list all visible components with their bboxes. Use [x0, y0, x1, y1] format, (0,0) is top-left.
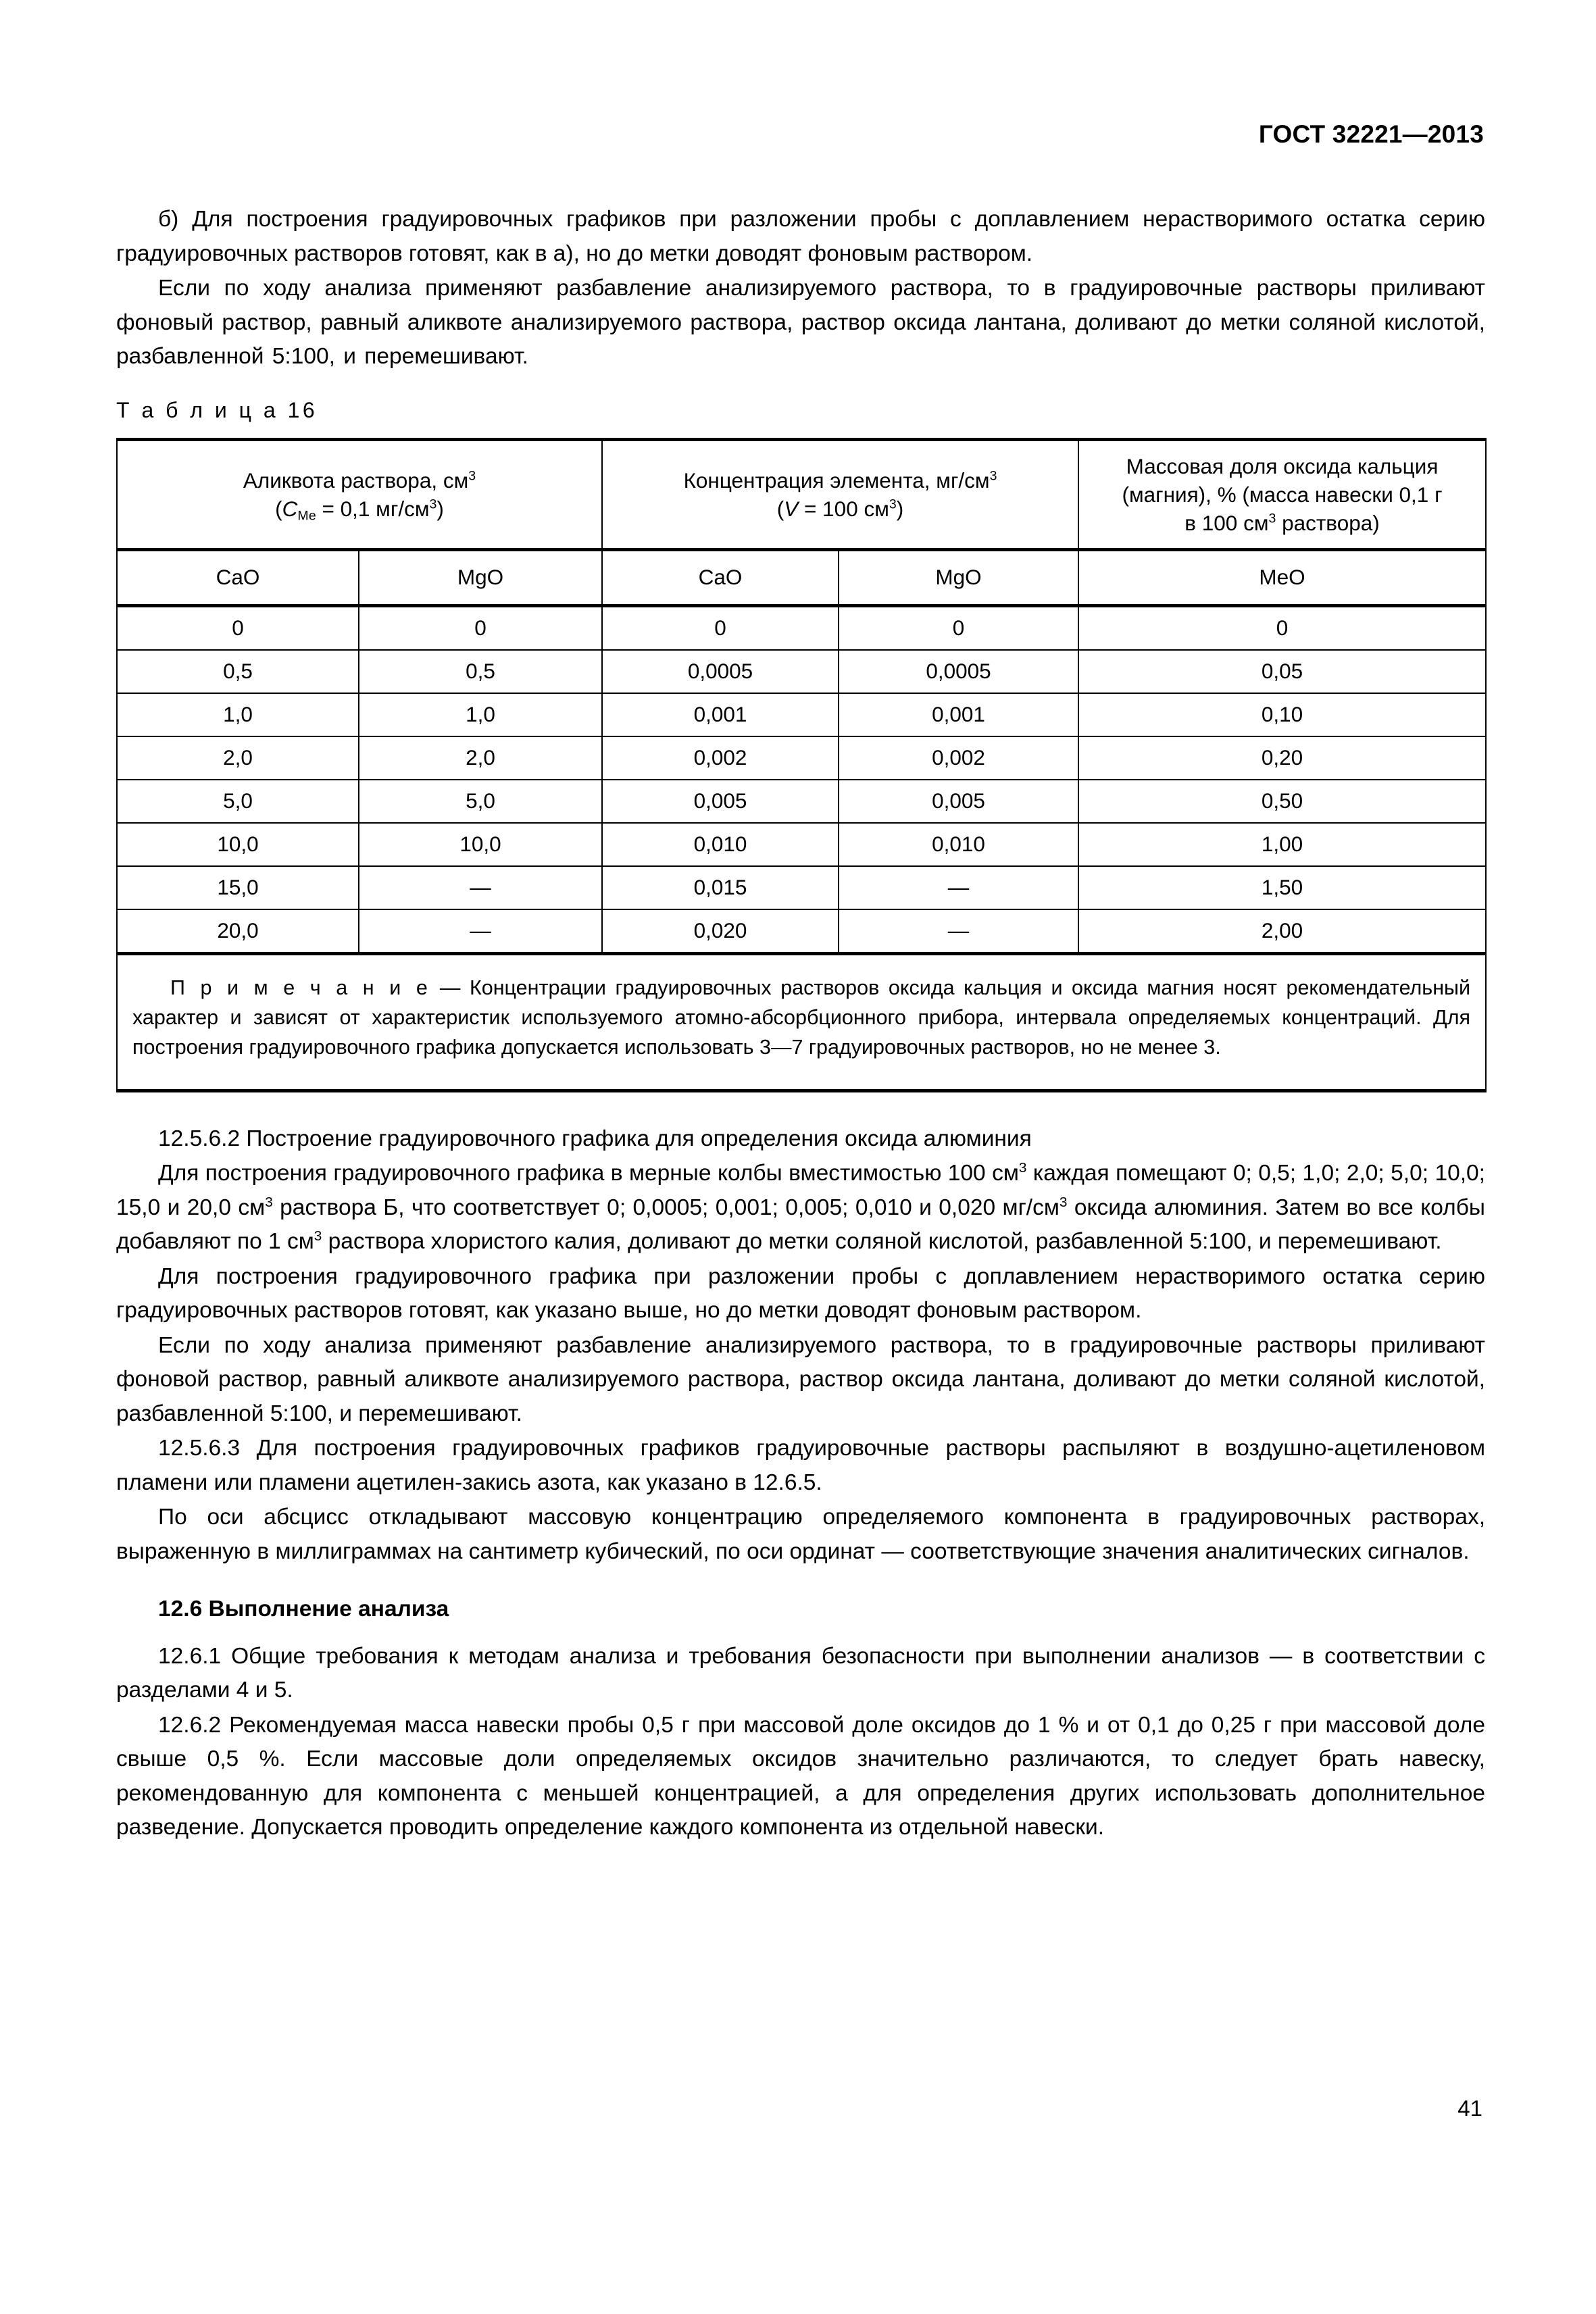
cell-cao-aliquot: 0,5: [117, 650, 359, 693]
p12562-end: раствора хлористого калия, доливают до метки соляной кислотой, разбавленной 5:100, и перемешивают.: [322, 1229, 1442, 1254]
spacer-after-table: [116, 1092, 1485, 1122]
header-aliquot-line1: Аликвота раствора, см: [243, 468, 469, 493]
heading-12-6: 12.6 Выполнение анализа: [158, 1596, 449, 1621]
cell-cao-concentration: 0,001: [602, 693, 839, 736]
cell-cao-concentration: 0,002: [602, 736, 839, 780]
paragraph-b-intro: б) Для построения градуировочных графиков при разложении пробы с доплавлением нерастворимого остатка серию градуировочных растворов готовят, как в а), но до метки доводят фоновым раствором.: [116, 207, 1485, 266]
header-aliquot-variable: C: [282, 496, 298, 521]
header-concentration-value: = 100 см: [798, 496, 889, 521]
table-group-header-row: [117, 439, 1486, 549]
cell-mgo-aliquot: —: [359, 866, 602, 909]
paragraph-12-6-1: 12.6.1 Общие требования к методам анализа и требования безопасности при выполнении анализов — в соответствии с разделами 4 и 5.: [116, 1643, 1485, 1703]
table-row: [117, 736, 1486, 780]
header-mass-fraction: [1078, 439, 1486, 549]
p12562-sup-3: 3: [1059, 1194, 1068, 1210]
cell-cao-concentration: 0,005: [602, 780, 839, 823]
cell-mgo-aliquot: —: [359, 909, 602, 954]
table-row: [117, 693, 1486, 736]
table-note-body: [132, 973, 1470, 1062]
header-aliquot-value: = 0,1 мг/см: [316, 496, 430, 521]
p12562-sup-1: 3: [1018, 1159, 1027, 1176]
cell-cao-aliquot: 2,0: [117, 736, 359, 780]
header-concentration-paren-open: (: [776, 496, 784, 521]
spacer-before-table: [116, 375, 1485, 398]
sub-header-meo: MeO: [1078, 549, 1486, 605]
paragraph-12-5-6-2-body: [116, 1157, 1485, 1259]
p12562-mid: каждая помещают 0; 0,5; 1,0; 2,0; 5,0; 10,0; 15,0 и 20,0 см: [116, 1161, 1485, 1220]
cell-mgo-concentration: 0,0005: [839, 650, 1078, 693]
cell-meo: 0,20: [1078, 736, 1486, 780]
table-row: [117, 866, 1486, 909]
table-note-dash: —: [430, 976, 470, 999]
page-number: 41: [1457, 2096, 1482, 2121]
running-header-standard-code: ГОСТ 32221—2013: [1258, 120, 1484, 148]
cell-cao-aliquot: 20,0: [117, 909, 359, 954]
cell-cao-aliquot: 15,0: [117, 866, 359, 909]
paragraph-axes-description: По оси абсцисс откладывают массовую концентрацию определяемого компонента в градуировочных растворах, выраженную в миллиграммах на сантиметр кубический, по оси ординат — соответствующие значения аналитических сигналов.: [116, 1505, 1485, 1564]
sub-header-mgo-aliquot: MgO: [359, 549, 602, 605]
cell-mgo-concentration: 0,010: [839, 823, 1078, 866]
cell-meo: 2,00: [1078, 909, 1486, 954]
cell-mgo-concentration: 0: [839, 605, 1078, 650]
table-row: [117, 780, 1486, 823]
header-mass-fraction-line3: в 100 см: [1184, 510, 1269, 535]
cell-cao-concentration: 0,015: [602, 866, 839, 909]
header-concentration: [602, 439, 1078, 549]
cell-meo: 0,50: [1078, 780, 1486, 823]
cell-meo: 0,05: [1078, 650, 1486, 693]
cell-mgo-aliquot: 5,0: [359, 780, 602, 823]
cell-meo: 1,00: [1078, 823, 1486, 866]
table-caption: Т а б л и ц а 16: [116, 397, 318, 422]
cell-mgo-concentration: 0,005: [839, 780, 1078, 823]
table-row: [117, 605, 1486, 650]
cell-mgo-concentration: 0,002: [839, 736, 1078, 780]
cell-meo: 1,50: [1078, 866, 1486, 909]
header-mass-fraction-superscript: 3: [1268, 511, 1276, 526]
table-row: [117, 823, 1486, 866]
header-concentration-variable: V: [784, 496, 799, 521]
cell-mgo-aliquot: 0: [359, 605, 602, 650]
cell-cao-concentration: 0: [602, 605, 839, 650]
table-row: [117, 650, 1486, 693]
cell-cao-aliquot: 1,0: [117, 693, 359, 736]
cell-cao-aliquot: 0: [117, 605, 359, 650]
sub-header-mgo-concentration: MgO: [839, 549, 1078, 605]
paragraph-12-5-6-3: 12.5.6.3 Для построения градуировочных графиков градуировочные растворы распыляют в воздушно-ацетиленовом пламени или пламени ацетилен-закись азота, как указано в 12.6.5.: [116, 1436, 1485, 1495]
sub-header-cao-concentration: CaO: [602, 549, 839, 605]
header-concentration-superscript: 3: [989, 468, 997, 483]
paragraph-dilution-first: Если по ходу анализа применяют разбавление анализируемого раствора, то в градуировочные растворы приливают фоновый раствор, равный аликвоте анализируемого раствора, раствор оксида лантана, доливают до метки соляной кислотой, разбавленной 5:100, и перемешивают.: [116, 276, 1485, 369]
cell-cao-concentration: 0,0005: [602, 650, 839, 693]
cell-mgo-concentration: 0,001: [839, 693, 1078, 736]
header-concentration-unit-superscript: 3: [889, 497, 897, 511]
cell-mgo-aliquot: 0,5: [359, 650, 602, 693]
table-note: [117, 953, 1486, 1090]
table-note-label: П р и м е ч а н и е: [170, 976, 431, 999]
cell-mgo-concentration: —: [839, 909, 1078, 954]
spacer-after-heading-126: [116, 1628, 1485, 1640]
header-aliquot-superscript: 3: [468, 468, 476, 483]
sub-header-cao-aliquot: CaO: [117, 549, 359, 605]
table-note-text: Концентрации градуировочных растворов оксида кальция и оксида магния носят рекомендательный характер и зависят от характеристик используемого атомно-абсорбционного прибора, интервала определяемых концентраций. Для построения градуировочного графика допускается использовать 3—7 градуировочных растворов, но не менее 3.: [132, 976, 1471, 1059]
paragraph-dilution-second: Если по ходу анализа применяют разбавление анализируемого раствора, то в градуировочные растворы приливают фоновой раствор, равный аликвоте анализируемого раствора, раствор оксида лантана, доливают до метки соляной кислотой, разбавленной 5:100, и перемешивают.: [116, 1332, 1485, 1426]
p12562-mid3: оксида алюминия. Затем во все колбы добавляют по 1 см: [116, 1194, 1485, 1254]
header-aliquot-unit-superscript: 3: [429, 497, 437, 511]
table-16: [116, 438, 1487, 1092]
header-mass-fraction-line1: Массовая доля оксида кальция: [1126, 453, 1439, 478]
paragraph-undissolved-residue: Для построения градуировочного графика при разложении пробы с доплавлением нерастворимого остатка серию градуировочных растворов готовят, как указано выше, но до метки доводят фоновым раствором.: [116, 1263, 1485, 1323]
cell-cao-concentration: 0,010: [602, 823, 839, 866]
p12562-pre: Для построения градуировочного графика в мерные колбы вместимостью 100 см: [158, 1161, 1019, 1186]
header-mass-fraction-line3-post: раствора): [1276, 510, 1380, 535]
cell-mgo-concentration: —: [839, 866, 1078, 909]
table-row: [117, 909, 1486, 954]
table-sub-header-row: [117, 549, 1486, 605]
p12562-sup-2: 3: [265, 1194, 273, 1210]
p12562-sup-4: 3: [314, 1228, 322, 1244]
spacer-before-heading-126: [116, 1569, 1485, 1592]
header-aliquot-paren-open: (: [275, 496, 282, 521]
p12562-mid2: раствора Б, что соответствует 0; 0,0005; 0,001; 0,005; 0,010 и 0,020 мг/см: [272, 1194, 1059, 1220]
cell-cao-aliquot: 10,0: [117, 823, 359, 866]
cell-cao-aliquot: 5,0: [117, 780, 359, 823]
cell-meo: 0: [1078, 605, 1486, 650]
cell-meo: 0,10: [1078, 693, 1486, 736]
header-aliquot: [117, 439, 602, 549]
cell-mgo-aliquot: 1,0: [359, 693, 602, 736]
heading-12-5-6-2: 12.5.6.2 Построение градуировочного графика для определения оксида алюминия: [158, 1126, 1032, 1151]
cell-mgo-aliquot: 10,0: [359, 823, 602, 866]
header-aliquot-subscript: Ме: [297, 507, 316, 523]
paragraph-12-6-2: 12.6.2 Рекомендуемая масса навески пробы 0,5 г при массовой доле оксидов до 1 % и от 0,1 до 0,25 г при массовой доле свыше 0,5 %. Если массовые доли определяемых оксидов значительно различаются, то следует брать навеску, рекомендованную для компонента с меньшей концентрацией, а для определения других использовать дополнительное разведение. Допускается проводить определение каждого компонента из отдельной навески.: [116, 1712, 1485, 1840]
header-mass-fraction-line2: (магния), % (масса навески 0,1 г: [1122, 482, 1443, 507]
cell-mgo-aliquot: 2,0: [359, 736, 602, 780]
header-aliquot-paren-close: ): [437, 496, 444, 521]
page-content: [116, 203, 1485, 1846]
table-note-row: [117, 953, 1486, 1090]
cell-cao-concentration: 0,020: [602, 909, 839, 954]
header-concentration-paren-close: ): [896, 496, 904, 521]
header-concentration-line1: Концентрация элемента, мг/см: [683, 468, 990, 493]
